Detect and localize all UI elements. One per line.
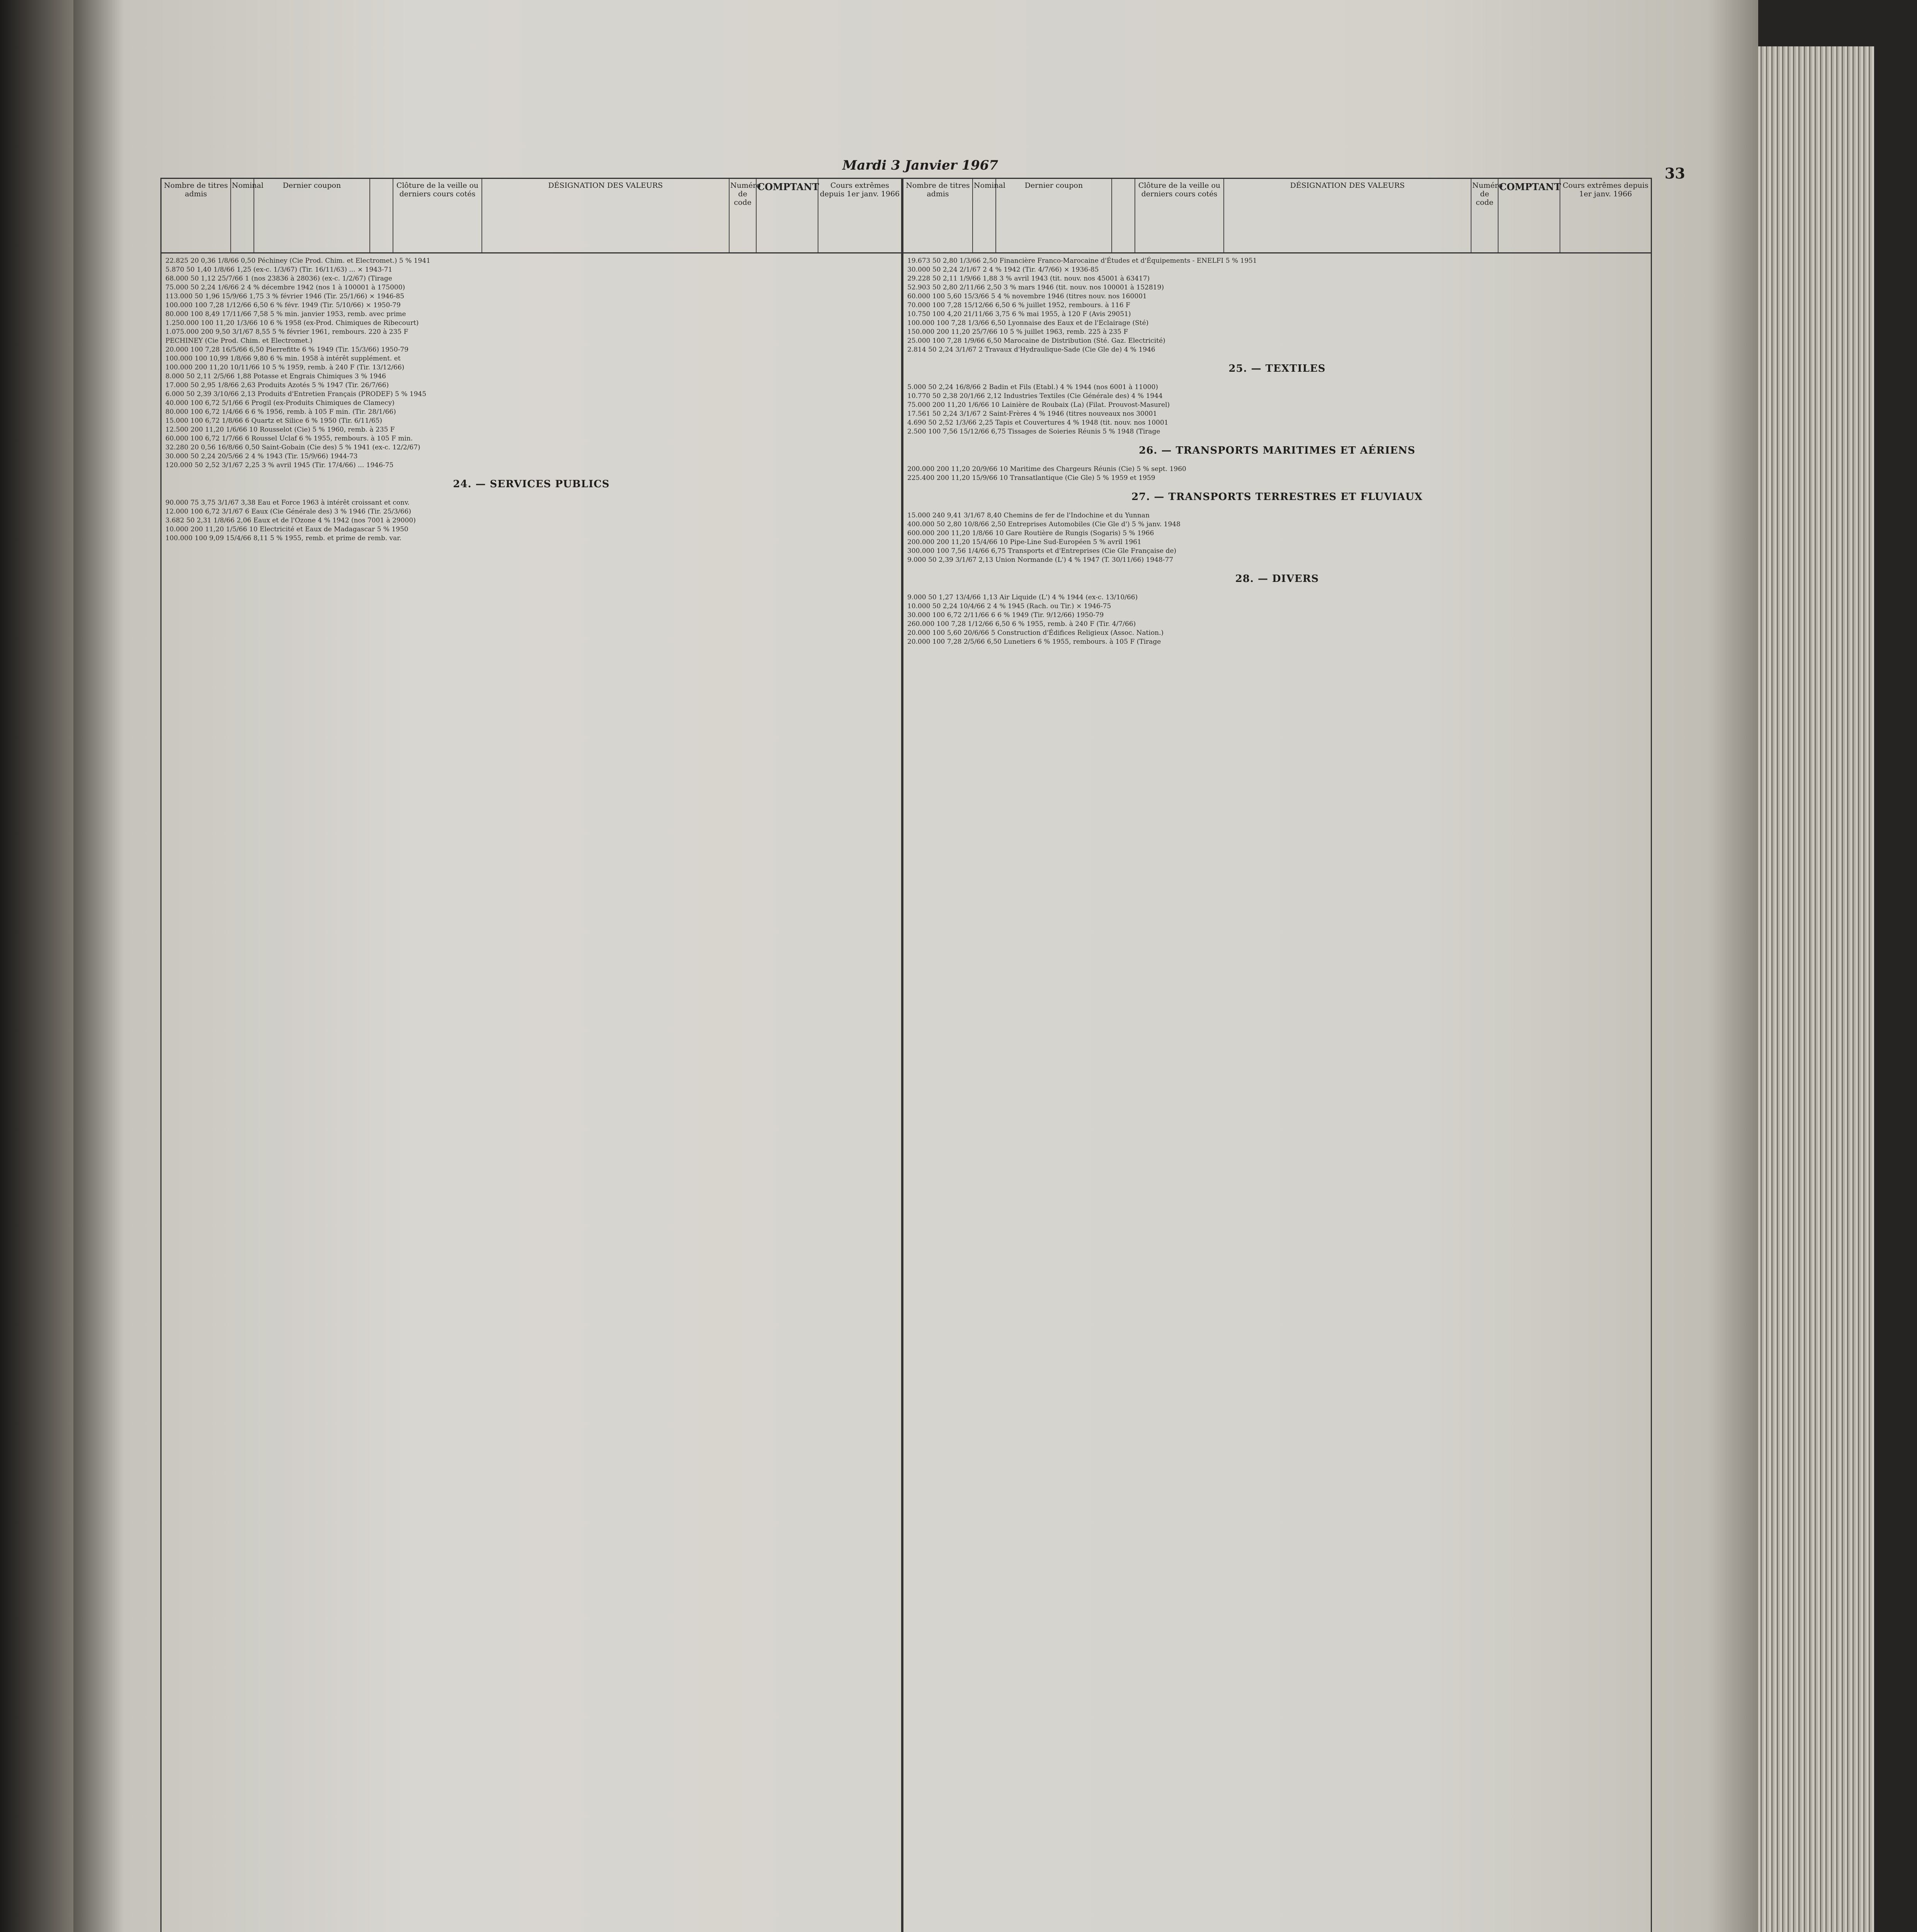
table-row: 260.000 100 7,28 1/12/66 6,50 6 % 1955, remb. à 240 F (Tir. 4/7/66)	[907, 620, 1136, 628]
table-row: 400.000 50 2,80 10/8/66 2,50 Entreprises Automobiles (Cie Gle d') 5 % janv. 1948	[907, 520, 1180, 528]
table-row: 52.903 50 2,80 2/11/66 2,50 3 % mars 1946 (tit. nouv. nos 100001 à 152819)	[907, 284, 1164, 291]
table-row: 25.000 100 7,28 1/9/66 6,50 Marocaine de Distribution (Sté. Gaz. Electricité)	[907, 337, 1165, 345]
table-row: 9.000 50 2,39 3/1/67 2,13 Union Normande (L') 4 % 1947 (T. 30/11/66) 1948-77	[907, 556, 1174, 564]
header-comptant: COMPTANT	[1499, 179, 1560, 252]
table-row: PECHINEY (Cie Prod. Chim. et Electromet.)	[165, 337, 313, 345]
table-row: 1.250.000 100 11,20 1/3/66 10 6 % 1958 (ex-Prod. Chimiques de Ribecourt)	[165, 319, 419, 327]
table-row: 20.000 100 7,28 2/5/66 6,50 Lunetiers 6 % 1955, rembours. à 105 F (Tirage	[907, 638, 1161, 646]
table-row: 90.000 75 3,75 3/1/67 3,38 Eau et Force 1963 à intérêt croissant et conv.	[165, 499, 410, 507]
table-row: 4.690 50 2,52 1/3/66 2,25 Tapis et Couvertures 4 % 1948 (tit. nouv. nos 10001	[907, 419, 1169, 427]
table-row: 9.000 50 1,27 13/4/66 1,13 Air Liquide (L') 4 % 1944 (ex-c. 13/10/66)	[907, 594, 1138, 601]
table-row: 6.000 50 2,39 3/10/66 2,13 Produits d'Entretien Français (PRODEF) 5 % 1945	[165, 390, 427, 398]
section-title-textiles: 25. — TEXTILES	[1228, 363, 1326, 374]
table-row: 19.673 50 2,80 1/3/66 2,50 Financière Franco-Marocaine d'Études et d'Équipements - ENELFI 5 % 1951	[907, 257, 1257, 265]
table-row: 10.750 100 4,20 21/11/66 3,75 6 % mai 1955, à 120 F (Avis 29051)	[907, 310, 1131, 318]
table-row: 40.000 100 6,72 5/1/66 6 Progil (ex-Produits Chimiques de Clamecy)	[165, 399, 395, 407]
table-row: 120.000 50 2,52 3/1/67 2,25 3 % avril 1945 (Tir. 17/4/66) ... 1946-75	[165, 461, 394, 469]
table-row: 100.000 100 7,28 1/3/66 6,50 Lyonnaise des Eaux et de l'Eclairage (Sté)	[907, 319, 1149, 327]
header-designation: DÉSIGNATION DES VALEURS	[1224, 179, 1471, 252]
table-row: 600.000 200 11,20 1/8/66 10 Gare Routière de Rungis (Sogaris) 5 % 1966	[907, 529, 1154, 537]
page-number: 33	[1665, 165, 1685, 182]
page-stack-edge	[1758, 46, 1874, 1932]
header-extremes: Cours extrêmes depuis 1er janv. 1966	[1563, 181, 1648, 198]
header-remb	[1112, 179, 1135, 252]
table-row: 300.000 100 7,56 1/4/66 6,75 Transports et d'Entreprises (Cie Gle Française de)	[907, 547, 1177, 555]
table-row: 5.870 50 1,40 1/8/66 1,25 (ex-c. 1/3/67) (Tir. 16/11/63) ... × 1943-71	[165, 266, 393, 274]
table-row: 100.000 100 7,28 1/12/66 6,50 6 % févr. 1949 (Tir. 5/10/66) × 1950-79	[165, 301, 401, 309]
table-row: 70.000 100 7,28 15/12/66 6,50 6 % juillet 1952, rembours. à 116 F	[907, 301, 1130, 309]
table-row: 60.000 100 5,60 15/3/66 5 4 % novembre 1946 (titres nouv. nos 160001	[907, 293, 1147, 300]
section-title-divers: 28. — DIVERS	[1235, 573, 1319, 585]
right-rows-terrestres	[903, 508, 1651, 568]
header-comptant: COMPTANT	[757, 179, 818, 252]
page-title: Mardi 3 Janvier 1967	[842, 158, 998, 173]
table-row: 32.280 20 0,56 16/8/66 0,50 Saint-Gobain (Cie des) 5 % 1941 (ex-c. 12/2/67)	[165, 444, 420, 451]
header-nominal: Nominal	[973, 179, 996, 252]
table-row: 10.770 50 2,38 20/1/66 2,12 Industries Textiles (Cie Générale des) 4 % 1944	[907, 392, 1163, 400]
table-row: 10.000 50 2,24 10/4/66 2 4 % 1945 (Rach. ou Tir.) × 1946-75	[907, 602, 1111, 610]
table-row: 2.500 100 7,56 15/12/66 6,75 Tissages de Soieries Réunis 5 % 1948 (Tirage	[907, 428, 1160, 435]
right-rows-maritimes	[903, 462, 1651, 486]
table-row: 30.000 50 2,24 2/1/67 2 4 % 1942 (Tir. 4/7/66) × 1936-85	[907, 266, 1099, 274]
table-row: 5.000 50 2,24 16/8/66 2 Badin et Fils (Etabl.) 4 % 1944 (nos 6001 à 11000)	[907, 383, 1158, 391]
table-row: 20.000 100 7,28 16/5/66 6,50 Pierrefitte 6 % 1949 (Tir. 15/3/66) 1950-79	[165, 346, 409, 354]
table-row: 100.000 200 11,20 10/11/66 10 5 % 1959, remb. à 240 F (Tir. 13/12/66)	[165, 364, 405, 371]
header-cloture: Clôture de la veille ou derniers cours cotés	[393, 179, 482, 252]
table-row: 17.561 50 2,24 3/1/67 2 Saint-Frères 4 % 1946 (titres nouveaux nos 30001	[907, 410, 1157, 418]
table-row: 12.500 200 11,20 1/6/66 10 Rousselot (Cie) 5 % 1960, remb. à 235 F	[165, 426, 395, 434]
table-row: 150.000 200 11,20 25/7/66 10 5 % juillet 1963, remb. 225 à 235 F	[907, 328, 1128, 336]
table-row: 8.000 50 2,11 2/5/66 1,88 Potasse et Engrais Chimiques 3 % 1946	[165, 372, 386, 380]
right-rows-divers	[903, 590, 1651, 650]
table-row: 12.000 100 6,72 3/1/67 6 Eaux (Cie Générale des) 3 % 1946 (Tir. 25/3/66)	[165, 508, 411, 515]
table-row: 100.000 100 9,09 15/4/66 8,11 5 % 1955, remb. et prime de remb. var.	[165, 534, 401, 542]
table-row: 30.000 100 6,72 2/11/66 6 6 % 1949 (Tir. 9/12/66) 1950-79	[907, 611, 1104, 619]
table-row: 15.000 240 9,41 3/1/67 8,40 Chemins de fer de l'Indochine et du Yunnan	[907, 512, 1150, 519]
table-row: 68.000 50 1,12 25/7/66 1 (nos 23836 à 28036) (ex-c. 1/2/67) (Tirage	[165, 275, 392, 282]
left-column-header	[162, 179, 901, 253]
header-nominal: Nominal	[231, 179, 254, 252]
header-remb	[370, 179, 393, 252]
table-row: 20.000 100 5,60 20/6/66 5 Construction d'Édifices Religieux (Assoc. Nation.)	[907, 629, 1164, 637]
left-rows	[162, 253, 901, 473]
section-title-transports-maritimes: 26. — TRANSPORTS MARITIMES ET AÉRIENS	[1139, 445, 1415, 456]
table-row: 10.000 200 11,20 1/5/66 10 Electricité et Eaux de Madagascar 5 % 1950	[165, 526, 408, 533]
right-rows	[903, 253, 1651, 357]
table-row: 100.000 100 10,99 1/8/66 9,80 6 % min. 1958 à intérêt supplément. et	[165, 355, 401, 362]
left-rows-services	[162, 495, 901, 546]
header-extremes: Cours extrêmes depuis 1er janv. 1966	[820, 181, 900, 198]
table-row: 80.000 100 8,49 17/11/66 7,58 5 % min. janvier 1953, remb. avec prime	[165, 310, 406, 318]
section-title-transports-terrestres: 27. — TRANSPORTS TERRESTRES ET FLUVIAUX	[1131, 491, 1423, 503]
table-row: 2.814 50 2,24 3/1/67 2 Travaux d'Hydraulique-Sade (Cie Gle de) 4 % 1946	[907, 346, 1155, 354]
table-row: 15.000 100 6,72 1/8/66 6 Quartz et Silice 6 % 1950 (Tir. 6/11/65)	[165, 417, 382, 425]
table-row: 80.000 100 6,72 1/4/66 6 6 % 1956, remb. à 105 F min. (Tir. 28/1/66)	[165, 408, 396, 416]
left-page-edge	[0, 0, 73, 1932]
table-row: 113.000 50 1,96 15/9/66 1,75 3 % février 1946 (Tir. 25/1/66) × 1946-85	[165, 293, 405, 300]
header-coupon: Dernier coupon	[996, 179, 1112, 252]
header-designation: DÉSIGNATION DES VALEURS	[482, 179, 730, 252]
table-row: 22.825 20 0,36 1/8/66 0,50 Péchiney (Cie Prod. Chim. et Electromet.) 5 % 1941	[165, 257, 430, 265]
right-column-header	[903, 179, 1651, 253]
table-row: 75.000 50 2,24 1/6/66 2 4 % décembre 1942 (nos 1 à 100001 à 175000)	[165, 284, 405, 291]
table-row: 200.000 200 11,20 20/9/66 10 Maritime des Chargeurs Réunis (Cie) 5 % sept. 1960	[907, 465, 1186, 473]
right-rows-textiles	[903, 380, 1651, 439]
table-row: 3.682 50 2,31 1/8/66 2,06 Eaux et de l'Ozone 4 % 1942 (nos 7001 à 29000)	[165, 517, 416, 524]
table-row: 30.000 50 2,24 20/5/66 2 4 % 1943 (Tir. 15/9/66) 1944-73	[165, 452, 358, 460]
table-row: 29.228 50 2,11 1/9/66 1,88 3 % avril 1943 (tit. nouv. nos 45001 à 63417)	[907, 275, 1150, 282]
header-code: Numéro de code	[1471, 179, 1499, 252]
table-row: 75.000 200 11,20 1/6/66 10 Lainière de Roubaix (La) (Filat. Prouvost-Masurel)	[907, 401, 1170, 409]
table-row: 60.000 100 6,72 1/7/66 6 Roussel Uclaf 6 % 1955, rembours. à 105 F min.	[165, 435, 413, 442]
header-nombre: Nombre de titres admis	[162, 179, 231, 252]
table-row: 17.000 50 2,95 1/8/66 2,63 Produits Azotés 5 % 1947 (Tir. 26/7/66)	[165, 381, 389, 389]
table-row: 200.000 200 11,20 15/4/66 10 Pipe-Line Sud-Européen 5 % avril 1961	[907, 538, 1141, 546]
table-row: 225.400 200 11,20 15/9/66 10 Transatlantique (Cie Gle) 5 % 1959 et 1959	[907, 474, 1155, 482]
header-cloture: Clôture de la veille ou derniers cours cotés	[1135, 179, 1224, 252]
header-nombre: Nombre de titres admis	[903, 179, 973, 252]
header-code: Numéro de code	[730, 179, 757, 252]
table-row: 1.075.000 200 9,50 3/1/67 8,55 5 % février 1961, rembours. 220 à 235 F	[165, 328, 408, 336]
header-coupon: Dernier coupon	[254, 179, 370, 252]
left-column-table	[160, 178, 902, 1932]
section-title-services-publics: 24. — SERVICES PUBLICS	[453, 478, 610, 490]
right-column-table	[902, 178, 1652, 1932]
